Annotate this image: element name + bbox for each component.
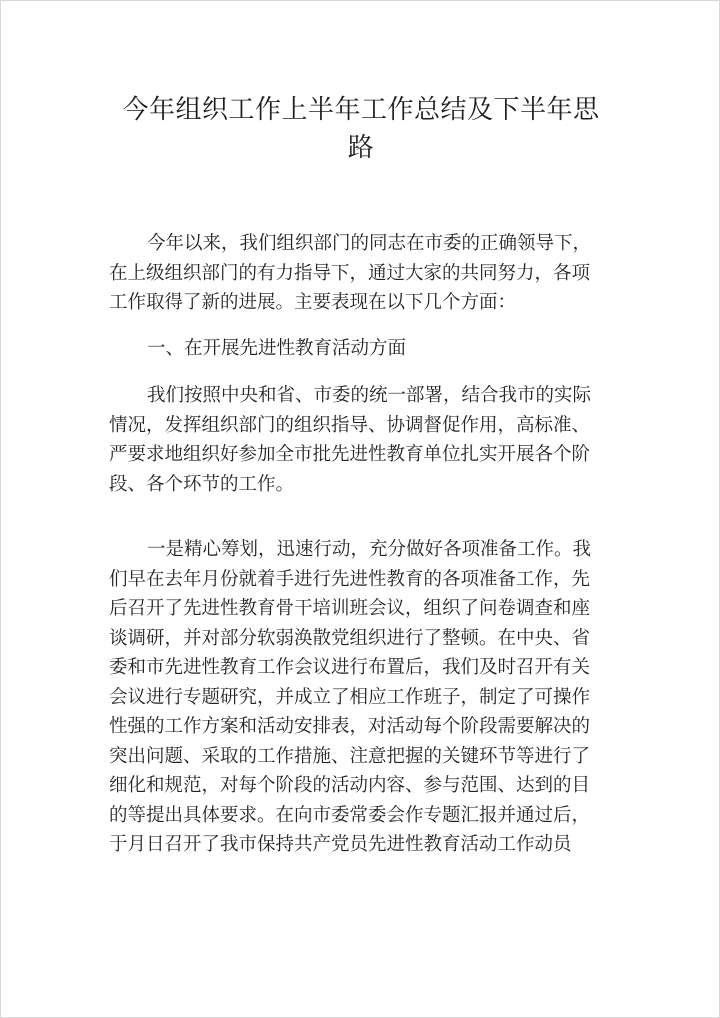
text-line: 一、在开展先进性教育活动方面: [147, 338, 407, 359]
text-line: 严要求地组织好参加全市批先进性教育单位扎实开展各个阶: [109, 444, 591, 465]
text-line: 情况，发挥组织部门的组织指导、协调督促作用，高标准、: [109, 414, 591, 436]
paragraph-preparation: [109, 535, 592, 860]
section-heading: [109, 334, 579, 364]
title-line: 今年组织工作上半年工作总结及下半年思: [122, 95, 600, 125]
paragraph-intro: [109, 229, 592, 318]
text-line: 谈调研，并对部分软弱涣散党组织进行了整顿。在中央、省: [109, 627, 591, 649]
paragraph-approach: [109, 381, 592, 499]
text-line: 于月日召开了我市保持共产党员先进性教育活动工作动员: [109, 834, 572, 855]
text-line: 突出问题、采取的工作措施、注意把握的关键环节等进行了: [109, 745, 591, 767]
text-line: 们早在去年月份就着手进行先进性教育的各项准备工作，先: [109, 568, 591, 590]
text-line: 后召开了先进性教育骨干培训班会议，组织了问卷调查和座: [109, 598, 591, 619]
text-line: 委和市先进性教育工作会议进行布置后，我们及时召开有关: [109, 657, 591, 678]
text-line: 我们按照中央和省、市委的统一部署，结合我市的实际: [147, 385, 592, 406]
text-line: 工作取得了新的进展。主要表现在以下几个方面：: [109, 292, 517, 313]
text-line: 的等提出具体要求。在向市委常委会作专题汇报并通过后，: [109, 804, 591, 826]
text-line: 性强的工作方案和活动安排表，对活动每个阶段需要解决的: [109, 716, 591, 737]
text-line: 细化和规范，对每个阶段的活动内容、参与范围、达到的目: [109, 775, 591, 796]
text-line: 在上级组织部门的有力指导下，通过大家的共同努力，各项: [109, 262, 591, 284]
text-line: 一是精心筹划，迅速行动，充分做好各项准备工作。我: [147, 539, 592, 560]
text-line: 今年以来，我们组织部门的同志在市委的正确领导下，: [147, 233, 592, 254]
text-line: 段、各个环节的工作。: [109, 473, 295, 495]
text-line: 会议进行专题研究，并成立了相应工作班子，制定了可操作: [109, 686, 591, 708]
title-line: 路: [347, 133, 375, 163]
document-title: [1, 91, 720, 167]
